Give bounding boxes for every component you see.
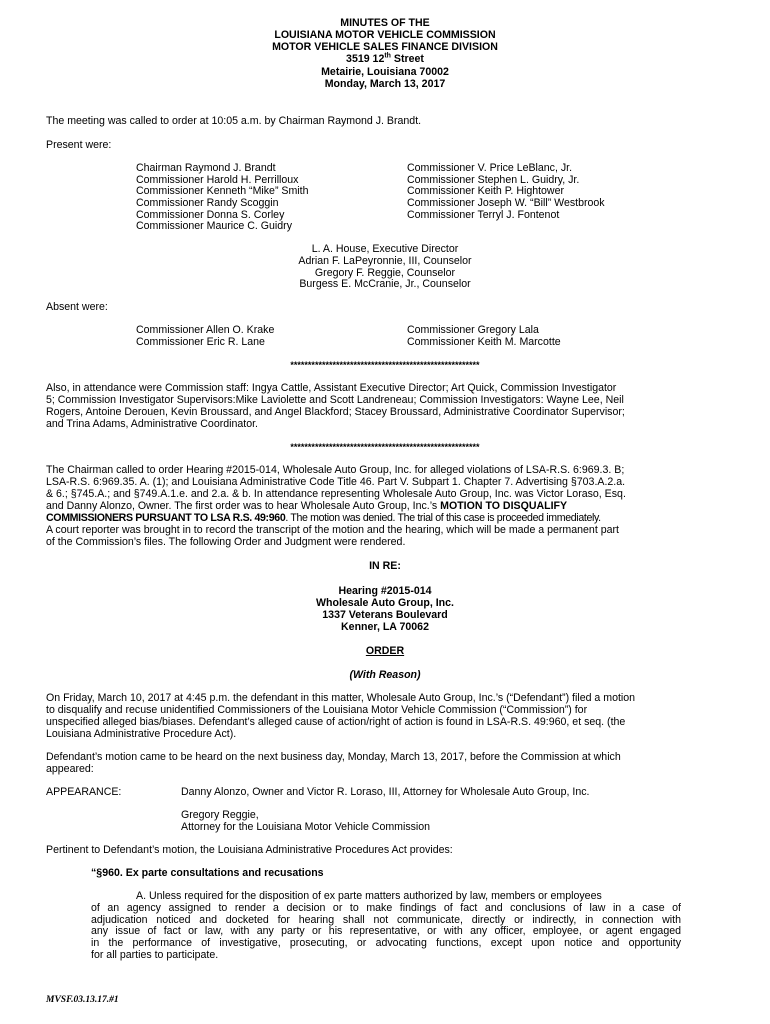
present-right-item: Commissioner Terryl J. Fontenot bbox=[407, 209, 560, 221]
present-right-item: Commissioner Joseph W. “Bill” Westbrook bbox=[407, 197, 605, 209]
hearing-line: A court reporter was brought in to record the transcript of the motion and the hearing, which will be made a permanent part bbox=[46, 524, 619, 536]
order-subtitle: (With Reason) bbox=[349, 669, 421, 681]
present-left-item: Commissioner Harold H. Perrilloux bbox=[136, 174, 299, 186]
case-number: Hearing #2015-014 bbox=[338, 585, 432, 597]
present-right-item: Commissioner Keith P. Hightower bbox=[407, 185, 565, 197]
absent-left-item: Commissioner Allen O. Krake bbox=[136, 324, 275, 336]
call-to-order: The meeting was called to order at 10:05 a.m. by Chairman Raymond J. Brandt. bbox=[46, 115, 422, 127]
section-title: “§960. Ex parte consultations and recusations bbox=[91, 867, 324, 879]
absent-right-item: Commissioner Gregory Lala bbox=[407, 324, 539, 336]
present-left-item: Commissioner Maurice C. Guidry bbox=[136, 220, 292, 232]
section-line: of an agency assigned to render a decision or to make findings of fact and conclusions of law in a case of bbox=[91, 902, 681, 914]
section-line: any issue of fact or law, with any party or his representative, or with any officer, employee, or agent engaged bbox=[91, 925, 681, 937]
in-re-label: IN RE: bbox=[369, 560, 401, 572]
pertinent-line: Pertinent to Defendant’s motion, the Louisiana Administrative Procedures Act provides: bbox=[46, 844, 453, 856]
order-line: unspecified alleged bias/biases. Defendant’s alleged cause of action/right of action is found in LSA-R.S. 49:960, et seq. (the bbox=[46, 716, 626, 728]
absent-left-item: Commissioner Eric R. Lane bbox=[136, 336, 265, 348]
hearing-line: and Danny Alonzo, Owner. The first order was to hear Wholesale Auto Group, Inc.’s MOTION TO DISQUALIFY bbox=[46, 500, 568, 512]
order-line: to disqualify and recuse unidentified Commissioners of the Louisiana Motor Vehicle Commission (“Commission”) for bbox=[46, 704, 588, 716]
attendance-line: and Trina Adams, Administrative Coordinator. bbox=[46, 418, 258, 430]
staff-item: Burgess E. McCranie, Jr., Counselor bbox=[299, 278, 471, 290]
header-division: MOTOR VEHICLE SALES FINANCE DIVISION bbox=[272, 41, 498, 53]
attendance-line: 5; Commission Investigator Supervisors:Mike Laviolette and Scott Landreneau; Commission Investigators: Wayne Lee, Neil bbox=[46, 394, 624, 406]
section-line: A. Unless required for the disposition of ex parte matters authorized by law, members or employees bbox=[136, 890, 602, 902]
attendance-line: Rogers, Antoine Derouen, Kevin Broussard, and Angel Blackford; Stacey Broussard, Administrative Coordinator Supervisor; bbox=[46, 406, 625, 418]
case-city: Kenner, LA 70062 bbox=[341, 621, 429, 633]
motion-title-cont: COMMISSIONERS PURSUANT TO LSA R.S. 49:960 bbox=[46, 512, 286, 524]
present-label: Present were: bbox=[46, 139, 112, 151]
appearance-defendant: Danny Alonzo, Owner and Victor R. Loraso, III, Attorney for Wholesale Auto Group, Inc. bbox=[181, 786, 590, 798]
appearance-label: APPEARANCE: bbox=[46, 786, 122, 798]
section-line: for all parties to participate. bbox=[91, 949, 219, 961]
appearance-counsel-title: Attorney for the Louisiana Motor Vehicle Commission bbox=[181, 821, 431, 833]
present-left-item: Commissioner Randy Scoggin bbox=[136, 197, 279, 209]
present-left-item: Chairman Raymond J. Brandt bbox=[136, 162, 276, 174]
header-title: MINUTES OF THE bbox=[340, 17, 430, 29]
present-right-item: Commissioner Stephen L. Guidry, Jr. bbox=[407, 174, 580, 186]
hearing-line: & 6.; §745.A.; and §749.A.1.e. and 2.a. & b. In attendance representing Wholesale Auto Group, Inc. was Victor Loraso, Esq. bbox=[46, 488, 626, 500]
hearing-line: COMMISSIONERS PURSUANT TO LSA R.S. 49:960. The motion was denied. The trial of this case is proceeded immediately. bbox=[46, 512, 601, 524]
motion-title: MOTION TO DISQUALIFY bbox=[440, 500, 568, 512]
footer-code: MVSF.03.13.17.#1 bbox=[46, 995, 119, 1005]
header-address: 3519 12th Street bbox=[346, 52, 424, 65]
section-line: adjudication noticed and docketed for hearing shall not communicate, directly or indirectly, in connection with bbox=[91, 914, 681, 926]
appearance-counsel-name: Gregory Reggie, bbox=[181, 809, 259, 821]
absent-label: Absent were: bbox=[46, 301, 108, 313]
section-line: in the performance of investigative, prosecuting, or advocating functions, except upon notice and opportunity bbox=[91, 937, 681, 949]
header-date: Monday, March 13, 2017 bbox=[324, 78, 446, 90]
present-left-item: Commissioner Donna S. Corley bbox=[136, 209, 285, 221]
heard-line: appeared: bbox=[46, 763, 94, 775]
case-name: Wholesale Auto Group, Inc. bbox=[316, 597, 454, 609]
hearing-line: The Chairman called to order Hearing #2015-014, Wholesale Auto Group, Inc. for alleged violations of LSA-R.S. 6:969.3. B; bbox=[46, 464, 625, 476]
staff-item: Gregory F. Reggie, Counselor bbox=[314, 267, 456, 279]
heard-line: Defendant’s motion came to be heard on the next business day, Monday, March 13, 2017, before the Commission at which bbox=[46, 751, 621, 763]
staff-item: L. A. House, Executive Director bbox=[311, 243, 459, 255]
header-city: Metairie, Louisiana 70002 bbox=[321, 66, 449, 78]
hearing-line: LSA-R.S. 6:969.35. A. (1); and Louisiana Administrative Code Title 46. Part V. Subpart 1. Chapter 7. Advertising §703.A.2.a. bbox=[46, 476, 626, 488]
order-line: Louisiana Administrative Procedure Act). bbox=[46, 728, 237, 740]
present-left-item: Commissioner Kenneth “Mike” Smith bbox=[136, 185, 309, 197]
separator-stars: ****************************************************** bbox=[290, 360, 480, 370]
separator-stars: ****************************************************** bbox=[290, 442, 480, 452]
order-line: On Friday, March 10, 2017 at 4:45 p.m. the defendant in this matter, Wholesale Auto Group, Inc.’s (“Defendant”) filed a motion bbox=[46, 692, 636, 704]
absent-right-item: Commissioner Keith M. Marcotte bbox=[407, 336, 561, 348]
case-street: 1337 Veterans Boulevard bbox=[322, 609, 448, 621]
staff-item: Adrian F. LaPeyronnie, III, Counselor bbox=[298, 255, 472, 267]
header-commission: LOUISIANA MOTOR VEHICLE COMMISSION bbox=[274, 29, 496, 41]
hearing-line: of the Commission’s files. The following Order and Judgment were rendered. bbox=[46, 536, 406, 548]
present-right-item: Commissioner V. Price LeBlanc, Jr. bbox=[407, 162, 573, 174]
attendance-line: Also, in attendance were Commission staff: Ingya Cattle, Assistant Executive Director; Art Quick, Commission Investigator bbox=[46, 382, 617, 394]
order-title: ORDER bbox=[365, 645, 405, 657]
